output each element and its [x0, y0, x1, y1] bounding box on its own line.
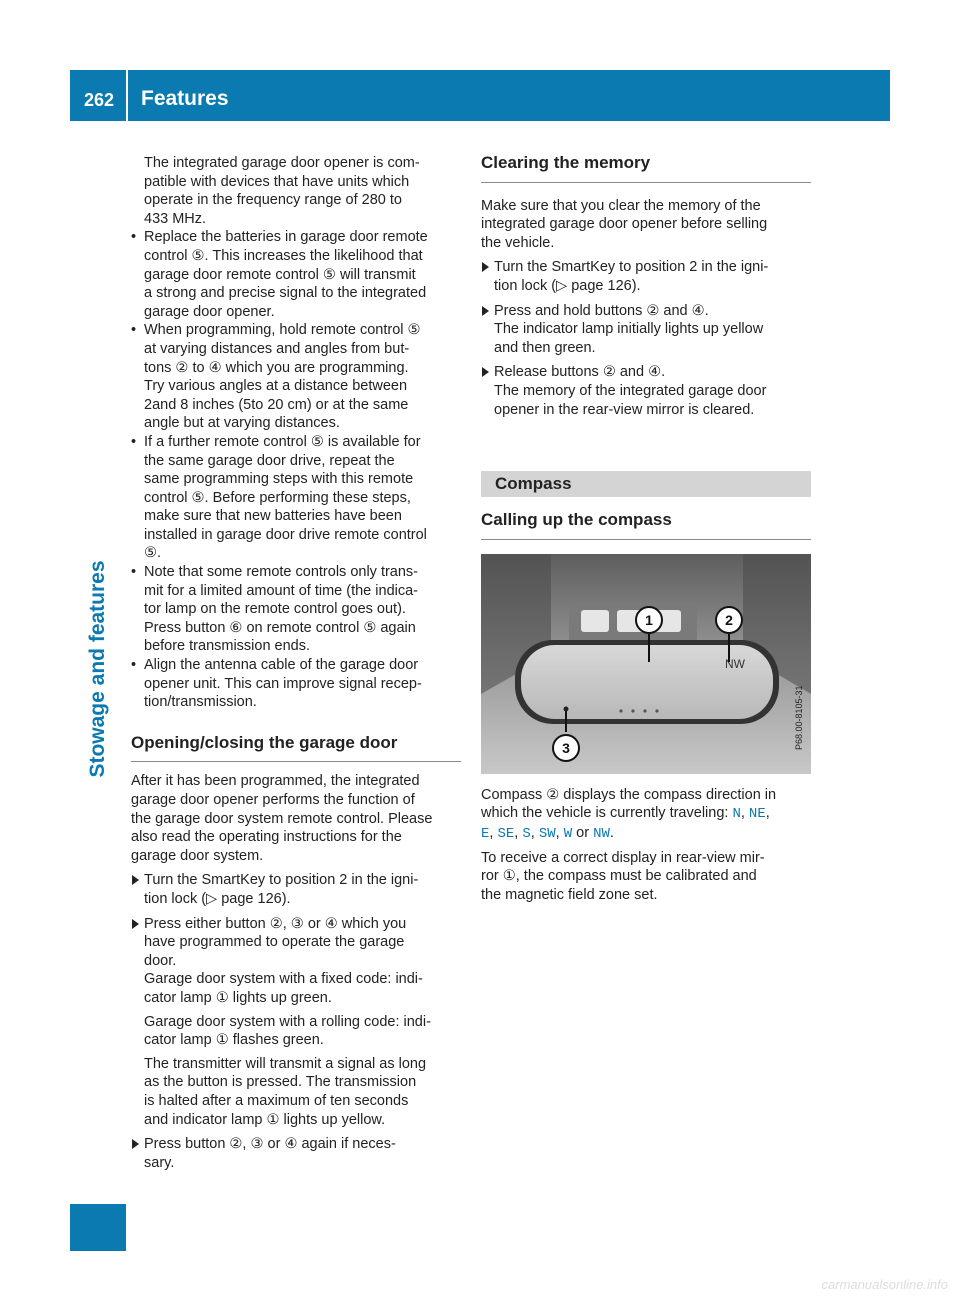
garage-button-1	[581, 610, 609, 632]
compass-paragraph: Compass ② displays the compass direction in which the vehicle is currently traveling: N, NE, E, SE, S, SW, W or NW.	[481, 786, 777, 842]
mirror-compass-display: NW	[725, 656, 745, 671]
callout-3-label: 3	[562, 739, 570, 756]
page-number: 262	[84, 90, 115, 110]
dir-w: W	[563, 825, 573, 842]
dir-e: E	[481, 825, 490, 842]
step-turn-smartkey: Turn the SmartKey to position 2 in the igni- tion lock (▷ page 126).	[131, 871, 461, 908]
header-divider	[126, 70, 128, 121]
dir-ne: NE	[748, 806, 766, 823]
dir-s: S	[522, 825, 531, 842]
heading-calling-compass: Calling up the compass	[481, 511, 811, 540]
step-press-either-button: Press either button ②, ③ or ④ which you have programmed to operate the garage door.	[131, 915, 461, 971]
dir-nw: NW	[593, 825, 610, 842]
heading-clearing-memory: Clearing the memory	[481, 154, 811, 183]
page-title: Features	[141, 87, 229, 110]
bullet-further-remote: • If a further remote control ⑤ is available for the same garage door drive, repeat the same programming steps with this remote control ⑤. Before performing these steps, make sure that new batteries have been installed in garage door drive remote control ⑤.	[131, 433, 461, 563]
bullet-replace-batteries: • Replace the batteries in garage door remote control ⑤. This increases the likelihood that garage door remote control ⑤ will transmit a strong and precise signal to the integrated garage door opener.	[131, 228, 461, 321]
heading-opening-closing: Opening/closing the garage door	[131, 734, 461, 763]
bullet-limited-time: • Note that some remote controls only trans- mit for a limited amount of time (the indica- tor lamp on the remote control goes out). Press button ⑥ on remote control ⑤ again before transmission ends.	[131, 563, 461, 656]
dir-n: N	[732, 806, 741, 823]
watermark: carmanualsonline.info	[821, 1277, 948, 1292]
clear-step-press-hold: Press and hold buttons ② and ④.	[481, 302, 811, 321]
chapter-tab-label: Stowage and features	[86, 560, 109, 778]
mirror-illustration	[481, 554, 811, 774]
mirror-dot-3	[643, 709, 646, 712]
section-compass: Compass	[481, 471, 811, 497]
mirror-dot-1	[619, 709, 622, 712]
page-header	[70, 70, 890, 121]
opening-paragraph: After it has been programmed, the integrated garage door opener performs the function of the garage door system remote control. Please also read the operating instructions for the garage door system.	[131, 773, 433, 864]
step-rolling-code-note: Garage door system with a rolling code: indi- cator lamp ① flashes green.	[144, 1013, 431, 1049]
figure-code: P68.00-8105-31	[794, 685, 804, 750]
indicator-lamp	[564, 706, 569, 711]
chapter-tab-marker	[70, 1204, 126, 1251]
bullet-programming: • When programming, hold remote control ⑤ at varying distances and angles from but- tons ② to ④ which you are programming. Try various angles at a distance between 2and 8 inches (5to 20 cm) or at the same angle but at varying distances.	[131, 321, 461, 433]
dir-sw: SW	[538, 825, 556, 842]
step-press-again: Press button ②, ③ or ④ again if neces- sary.	[131, 1135, 461, 1172]
mirror-dot-4	[655, 709, 658, 712]
left-column	[131, 154, 461, 1172]
intro-paragraph: The integrated garage door opener is com- patible with devices that have units which operate in the frequency range of 280 to 433 MHz.	[144, 155, 420, 227]
chapter-sidebar	[70, 121, 126, 1251]
clearing-paragraph: Make sure that you clear the memory of the integrated garage door opener before selling the vehicle.	[481, 197, 768, 251]
clear-step-cleared-note: The memory of the integrated garage door opener in the rear-view mirror is cleared.	[494, 382, 767, 418]
bullet-antenna: • Align the antenna cable of the garage door opener unit. This can improve signal recep- tion/transmission.	[131, 656, 461, 712]
rear-view-mirror-photo	[481, 554, 811, 774]
step-fixed-code-note: Garage door system with a fixed code: indi- cator lamp ① lights up green.	[144, 971, 423, 1006]
clear-step-turn-smartkey: Turn the SmartKey to position 2 in the igni- tion lock (▷ page 126).	[481, 258, 811, 295]
mirror-dot-2	[631, 709, 634, 712]
clear-step-lamp-note: The indicator lamp initially lights up yellow and then green.	[494, 321, 764, 356]
callout-1-label: 1	[645, 611, 653, 628]
calibration-paragraph: To receive a correct display in rear-view mir- ror ①, the compass must be calibrated and the magnetic field zone set.	[481, 849, 765, 903]
clear-step-release: Release buttons ② and ④.	[481, 363, 811, 382]
dir-se: SE	[497, 825, 515, 842]
step-transmit-note: The transmitter will transmit a signal as long as the button is pressed. The transmission is halted after a maximum of ten seconds and indicator lamp ① lights up yellow.	[144, 1055, 427, 1128]
right-column	[481, 154, 811, 904]
callout-2-label: 2	[725, 611, 733, 628]
